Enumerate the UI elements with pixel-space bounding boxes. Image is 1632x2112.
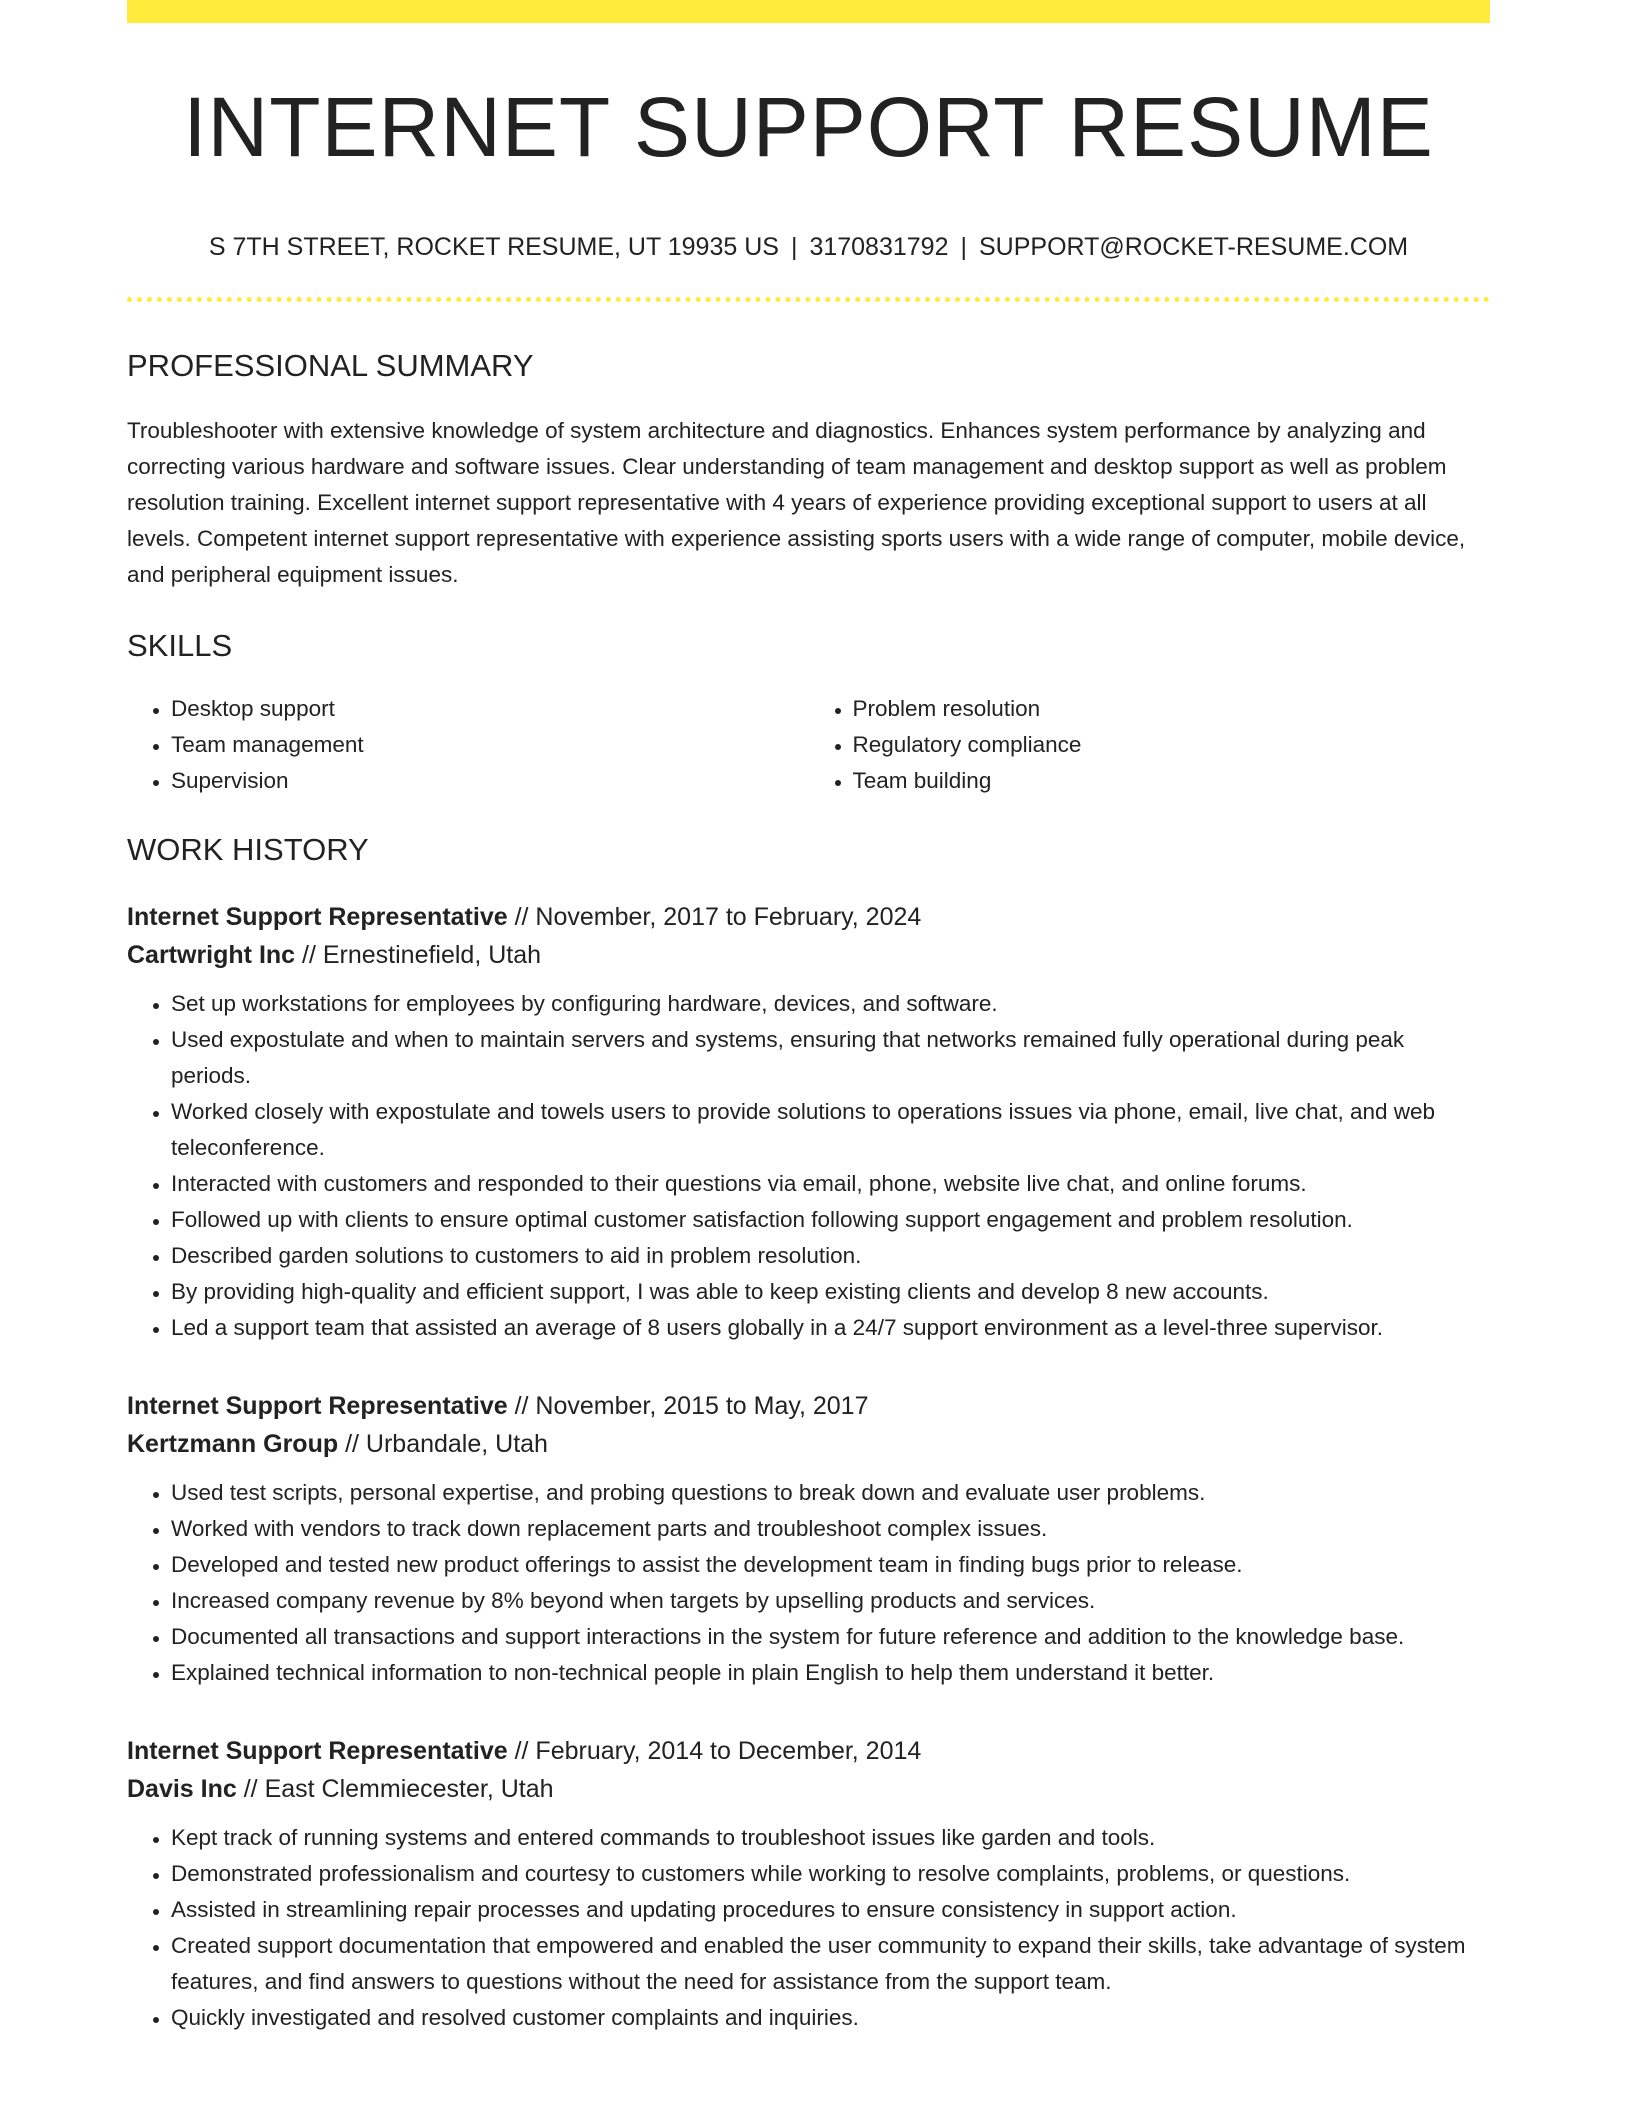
summary-text: Troubleshooter with extensive knowledge of system architecture and diagnostics. Enhances system performance by analyzing and correcting various hardware and software issues. Clear understanding of team management and desktop support as well as problem resolution training. Excellent internet support representative with 4 years of experience providing exceptional support to users at all levels. Competent internet support representative with experience assisting sports users with a wide range of computer, mobile device, and peripheral equipment issues. (127, 418, 1466, 587)
job-bullet: • Interacted with customers and responded to their questions via email, phone, website live chat, and online forums. (171, 1166, 1490, 1202)
job-bullet: • Worked with vendors to track down replacement parts and troubleshoot complex issues. (171, 1511, 1490, 1547)
job-dates: // February, 2014 to December, 2014 (507, 1737, 922, 1765)
top-accent-bar (127, 0, 1490, 23)
skills-grid (127, 691, 1490, 799)
contact-phone: 3170831792 (809, 233, 949, 261)
job-dates: // November, 2017 to February, 2024 (507, 903, 922, 931)
job-bullet: • Increased company revenue by 8% beyond when targets by upselling products and services. (171, 1583, 1490, 1619)
dotted-divider (127, 297, 1490, 302)
job-bullet: • Assisted in streamlining repair processes and updating procedures to ensure consistency in support action. (171, 1892, 1490, 1928)
job-bullet: • By providing high-quality and efficient support, I was able to keep existing clients and develop 8 new accounts. (171, 1274, 1490, 1310)
skill-item: • Problem resolution (853, 691, 1491, 727)
job-bullet: • Described garden solutions to customers to aid in problem resolution. (171, 1238, 1490, 1274)
job-company: Cartwright Inc (127, 941, 296, 969)
contact-separator: | (790, 233, 798, 261)
job-dates: // November, 2015 to May, 2017 (507, 1392, 869, 1420)
job-bullet: • Used expostulate and when to maintain servers and systems, ensuring that networks remained fully operational during peak periods. (171, 1022, 1490, 1094)
job-title-line (127, 898, 1490, 936)
skill-item: • Team management (171, 727, 809, 763)
job-entry (127, 1732, 1490, 2036)
job-bullet-list (127, 986, 1490, 1346)
contact-separator: | (960, 233, 967, 261)
job-bullet-list (127, 1820, 1490, 2036)
job-bullet: • Quickly investigated and resolved customer complaints and inquiries. (171, 2000, 1490, 2036)
job-company-line (127, 1770, 1490, 1808)
summary-heading: PROFESSIONAL SUMMARY (127, 348, 534, 383)
job-bullet: • Created support documentation that empowered and enabled the user community to expand their skills, take advantage of system features, and find answers to questions without the need for assistance from the support team. (171, 1928, 1490, 2000)
job-bullet: • Used test scripts, personal expertise, and probing questions to break down and evaluate user problems. (171, 1475, 1490, 1511)
skills-heading: SKILLS (127, 628, 233, 663)
job-location: // Urbandale, Utah (338, 1430, 548, 1458)
skill-item: • Team building (853, 763, 1491, 799)
job-title: Internet Support Representative (127, 1737, 508, 1765)
job-bullet: • Demonstrated professionalism and courtesy to customers while working to resolve complaints, problems, or questions. (171, 1856, 1490, 1892)
job-company-line (127, 1425, 1490, 1463)
job-company-line (127, 936, 1490, 974)
page-title: INTERNET SUPPORT RESUME (183, 80, 1434, 174)
contact-address: S 7TH STREET, ROCKET RESUME, UT 19935 US (208, 233, 779, 261)
job-bullet: • Developed and tested new product offerings to assist the development team in finding bugs prior to release. (171, 1547, 1490, 1583)
work-history-heading: WORK HISTORY (127, 832, 369, 867)
job-bullet: • Documented all transactions and support interactions in the system for future reference and addition to the knowledge base. (171, 1619, 1490, 1655)
contact-line (127, 235, 1490, 260)
job-location: // East Clemmiecester, Utah (236, 1775, 554, 1803)
job-title-line (127, 1732, 1490, 1770)
job-bullet: • Followed up with clients to ensure optimal customer satisfaction following support engagement and problem resolution. (171, 1202, 1490, 1238)
skill-item: • Regulatory compliance (853, 727, 1491, 763)
skills-list-right (809, 691, 1491, 799)
contact-email: SUPPORT@ROCKET-RESUME.COM (978, 233, 1409, 261)
job-location: // Ernestinefield, Utah (295, 941, 542, 969)
skill-item: • Desktop support (171, 691, 809, 727)
job-bullet: • Explained technical information to non-technical people in plain English to help them understand it better. (171, 1655, 1490, 1691)
job-bullet: • Led a support team that assisted an average of 8 users globally in a 24/7 support environment as a level-three supervisor. (171, 1310, 1490, 1346)
job-entry (127, 1387, 1490, 1691)
job-title: Internet Support Representative (127, 903, 508, 931)
skills-list-left (127, 691, 809, 799)
skill-item: • Supervision (171, 763, 809, 799)
job-company: Kertzmann Group (127, 1430, 339, 1458)
job-bullet: • Worked closely with expostulate and towels users to provide solutions to operations issues via phone, email, live chat, and web teleconference. (171, 1094, 1490, 1166)
job-title: Internet Support Representative (127, 1392, 508, 1420)
job-bullet-list (127, 1475, 1490, 1691)
job-bullet: • Set up workstations for employees by configuring hardware, devices, and software. (171, 986, 1490, 1022)
job-title-line (127, 1387, 1490, 1425)
job-entry (127, 898, 1490, 1346)
resume-page (127, 0, 1490, 2036)
job-bullet: • Kept track of running systems and entered commands to troubleshoot issues like garden and tools. (171, 1820, 1490, 1856)
job-company: Davis Inc (127, 1775, 237, 1803)
